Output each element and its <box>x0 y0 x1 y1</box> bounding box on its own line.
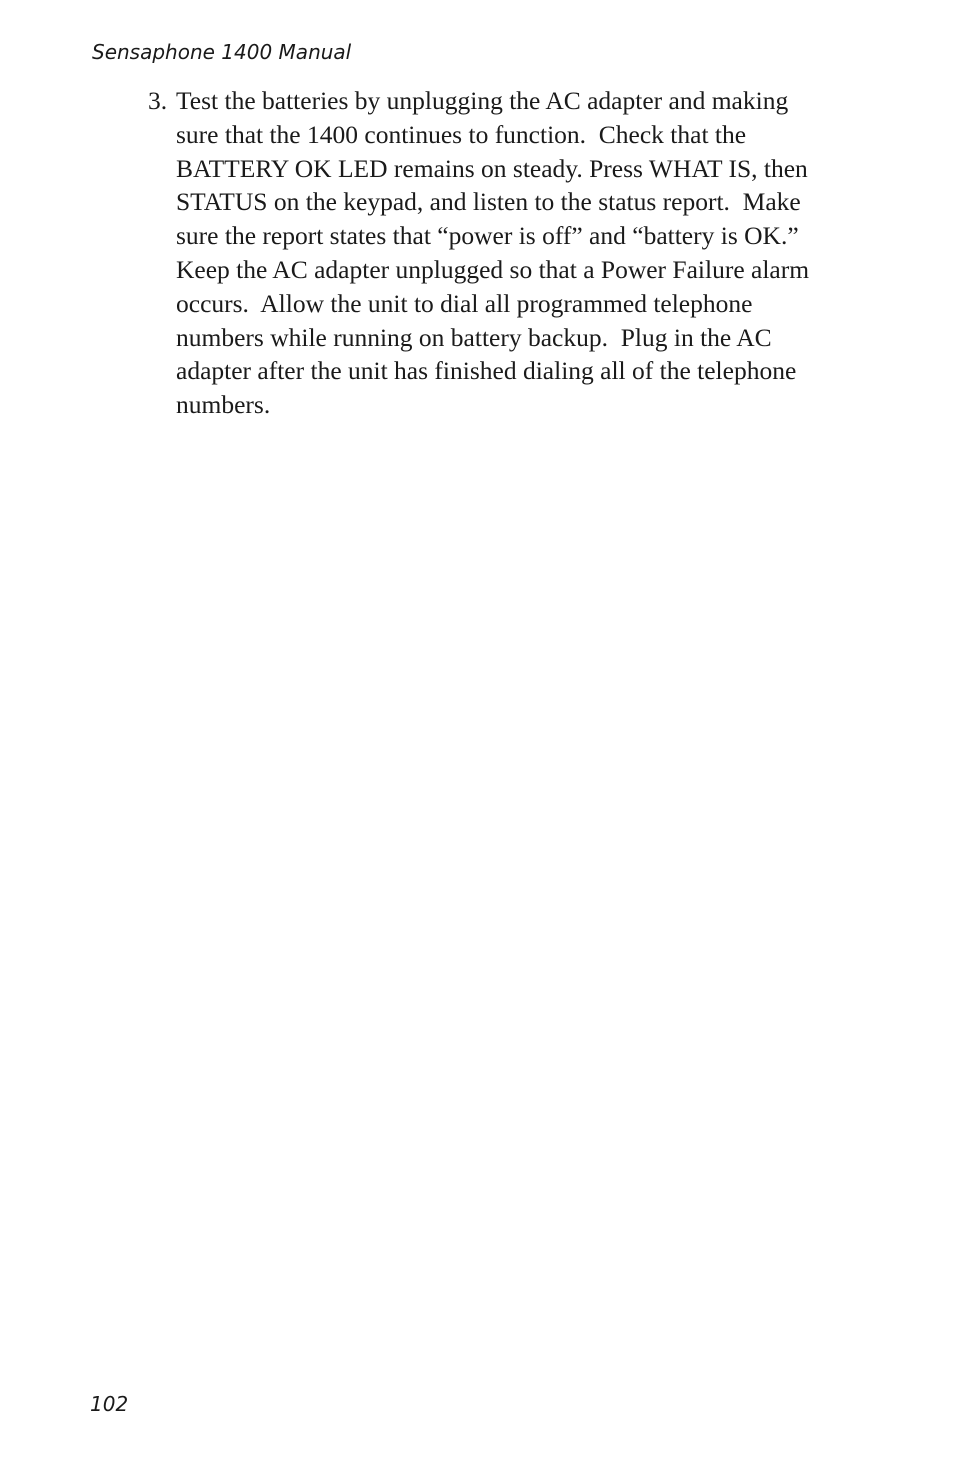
text-line: BATTERY OK LED remains on steady. Press WHAT IS, then <box>176 153 808 183</box>
step-number: 3. <box>148 86 168 115</box>
text-line: numbers while running on battery backup. Plug in the AC <box>176 322 772 352</box>
page-number: 102 <box>90 1392 129 1416</box>
text-line: Keep the AC adapter unplugged so that a Power Failure alarm <box>176 254 810 284</box>
list-item <box>148 84 848 422</box>
text-line: numbers. <box>176 390 271 420</box>
text-line: adapter after the unit has finished dialing all of the telephone <box>176 356 797 386</box>
step-text <box>176 84 848 422</box>
text-line: sure that the 1400 continues to function. Check that the <box>176 119 747 149</box>
text-line: occurs. Allow the unit to dial all programmed telephone <box>176 288 753 318</box>
text-line: sure the report states that “power is off” and “battery is OK.” <box>176 221 799 251</box>
running-header: Sensaphone 1400 Manual <box>92 40 352 64</box>
text-line: Test the batteries by unplugging the AC adapter and making <box>176 86 789 115</box>
step-list <box>148 84 848 422</box>
text-line: STATUS on the keypad, and listen to the status report. Make <box>176 187 801 217</box>
